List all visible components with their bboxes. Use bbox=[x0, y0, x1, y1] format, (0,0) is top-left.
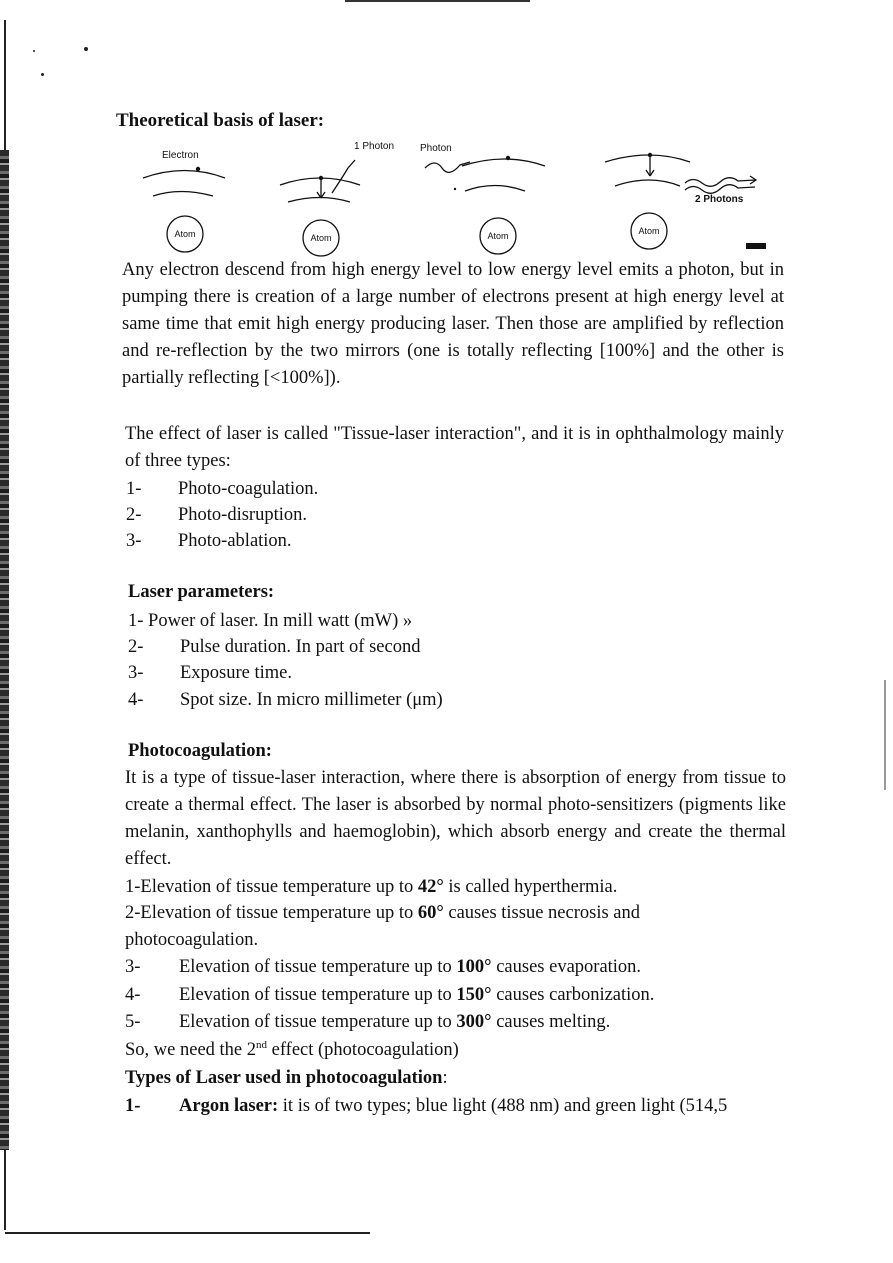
atom-label: Atom bbox=[310, 233, 332, 243]
temperature-item: 3- Elevation of tissue temperature up to 100° causes evaporation. bbox=[125, 957, 642, 977]
photon-wave-2 bbox=[685, 185, 755, 194]
energy-level-upper bbox=[143, 171, 225, 179]
ink-mark bbox=[746, 243, 766, 249]
scan-speck bbox=[41, 73, 44, 76]
interaction-item: 2- Photo-disruption. bbox=[126, 505, 307, 525]
energy-level-lower bbox=[153, 192, 213, 197]
parameter-item: 1- Power of laser. In mill watt (mW) » bbox=[128, 611, 413, 631]
photocoagulation-paragraph: It is a type of tissue-laser interaction, where there is absorption of energy from tissue to create a thermal effect. The laser is absorbed by normal photo-sensitizers (pigments like melanin, xanthophylls and haemoglobin), which absorb energy and create the thermal effect. bbox=[125, 768, 786, 869]
parameter-item: 2- Pulse duration. In part of second bbox=[128, 637, 421, 657]
photon-wave-1 bbox=[685, 178, 755, 187]
temperature-item: 4- Elevation of tissue temperature up to 150° causes carbonization. bbox=[125, 985, 655, 1005]
scan-edge bbox=[0, 150, 9, 1150]
interaction-item: 3- Photo-ablation. bbox=[126, 531, 292, 551]
energy-level-upper bbox=[605, 155, 690, 162]
laser-theory-paragraph: Any electron descend from high energy level to low energy level emits a photon, but in pumping there is creation of a large number of electrons present at high energy level at same time that emit high energy producing laser. Then those are amplified by reflection and re-reflection by the two mirrors (one is totally reflecting [100%] and the other is partially reflecting [<100%]). bbox=[122, 260, 784, 388]
scan-right-mark bbox=[884, 680, 886, 790]
atom-label: Atom bbox=[638, 226, 660, 236]
interaction-paragraph: The effect of laser is called "Tissue-laser interaction", and it is in ophthalmology mainly of three types: bbox=[125, 424, 784, 471]
temperature-item-continuation: photocoagulation. bbox=[125, 930, 259, 950]
second-effect-note: So, we need the 2nd effect (photocoagulation) bbox=[125, 1039, 459, 1060]
energy-level-upper bbox=[462, 159, 545, 166]
interaction-item: 1- Photo-coagulation. bbox=[126, 479, 319, 499]
section-heading-photocoagulation: Photocoagulation: bbox=[128, 741, 272, 761]
scan-bottom-line bbox=[5, 1232, 370, 1234]
electron-dot bbox=[506, 156, 510, 160]
electron-dot bbox=[319, 176, 323, 180]
temperature-item: 2-Elevation of tissue temperature up to 60° causes tissue necrosis and bbox=[125, 903, 641, 923]
electron-label: Electron bbox=[162, 150, 199, 161]
electron-dot bbox=[648, 153, 652, 157]
parameter-item: 3- Exposure time. bbox=[128, 663, 293, 683]
scan-speck bbox=[84, 47, 88, 51]
photon-label: Photon bbox=[420, 143, 452, 154]
photon-out-wave bbox=[332, 160, 355, 193]
atom-label: Atom bbox=[174, 229, 196, 239]
scan-top-line bbox=[345, 0, 530, 2]
temperature-item: 1-Elevation of tissue temperature up to 42° is called hyperthermia. bbox=[125, 877, 618, 897]
laser-emission-diagram bbox=[110, 138, 790, 260]
section-heading-theory: Theoretical basis of laser: bbox=[116, 110, 325, 131]
parameter-item: 4- Spot size. In micro millimeter (μm) bbox=[128, 690, 443, 710]
incoming-photon-wave bbox=[425, 162, 470, 172]
section-heading-types: Types of Laser used in photocoagulation: bbox=[125, 1068, 448, 1088]
one-photon-label: 1 Photon bbox=[354, 141, 395, 152]
scan-speck bbox=[33, 50, 35, 52]
energy-level-lower bbox=[615, 180, 680, 186]
section-heading-parameters: Laser parameters: bbox=[128, 582, 275, 602]
two-photons-label: 2 Photons bbox=[695, 194, 744, 205]
energy-level-lower bbox=[465, 186, 525, 192]
energy-level-lower bbox=[288, 198, 350, 203]
laser-type-item: 1- Argon laser: it is of two types; blue light (488 nm) and green light (514,5 bbox=[125, 1096, 728, 1116]
atom-label: Atom bbox=[487, 231, 509, 241]
temperature-item: 5- Elevation of tissue temperature up to 300° causes melting. bbox=[125, 1012, 611, 1032]
electron-dot bbox=[196, 167, 200, 171]
